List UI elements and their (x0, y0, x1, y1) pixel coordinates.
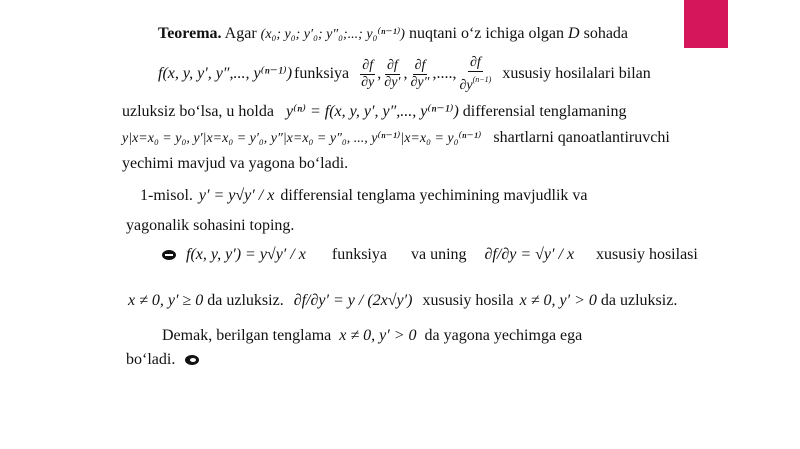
ode-expr: y⁽ⁿ⁾ = f(x, y, y′, y″,..., y⁽ⁿ⁻¹⁾) (285, 103, 459, 120)
solution-line-2 (128, 282, 677, 320)
partial-y-second: $\frac{\partial f}{\partial y''}$ (410, 57, 430, 90)
solution-word-3: xususiy hosilasi (596, 246, 698, 263)
solution-partial-y-prime: ∂f/∂y′ = y / (2x√y′) (293, 292, 413, 309)
conclusion-text-1: Demak, berilgan tenglama (162, 327, 332, 344)
conclusion-text-3: bo‘ladi. (126, 351, 176, 368)
initial-conditions: y|x=x₀ = y₀, y′|x=x₀ = y′₀, y″|x=x₀ = y″₀, ..., y⁽ⁿ⁻¹⁾|x=x₀ = y₀⁽ⁿ⁻¹⁾ (122, 131, 482, 146)
solution-word-5: xususiy hosila (422, 292, 514, 309)
initial-point: (x₀; y₀; y′₀; y″₀;...; y₀⁽ⁿ⁻¹⁾) (260, 27, 405, 42)
condition-3: x ≠ 0, y′ > 0 (339, 327, 417, 344)
partial-y: $\frac{\partial f}{\partial y}$ (361, 57, 375, 90)
theorem-text-5: yechimi mavjud va yagona bo‘ladi. (122, 155, 349, 172)
conclusion-text-2: da yagona yechimga ega (424, 327, 583, 344)
theorem-text-4: shartlarni qanoatlantiruvchi (493, 129, 670, 146)
example-text-2: yagonalik sohasini toping. (126, 217, 295, 234)
example-text-1: differensial tenglama yechimining mavjudlik va (280, 187, 588, 204)
solution-word-2: va uning (410, 246, 467, 263)
partial-y-prime: $\frac{\partial f}{\partial y'}$ (384, 57, 401, 90)
theorem-line-4 (122, 128, 670, 149)
end-of-proof-icon (185, 355, 199, 365)
theorem-text-2: sohada (583, 25, 629, 42)
solution-line-1 (162, 236, 698, 274)
theorem-text-3b: differensial tenglamaning (462, 103, 627, 120)
theorem-text-1: nuqtani o‘z ichiga olgan (408, 25, 565, 42)
conclusion-line-2 (126, 350, 199, 370)
solution-word-6: da uzluksiz. (600, 292, 678, 309)
accent-bar (684, 0, 728, 48)
conclusion-line-1 (162, 326, 582, 346)
theorem-line-3 (122, 102, 626, 122)
example-line-1 (140, 178, 588, 214)
solution-word-1: funksiya (331, 246, 387, 263)
solution-bullet-icon (162, 250, 176, 260)
function-expr: f(x, y, y′, y″,..., y⁽ⁿ⁻¹⁾) (158, 65, 293, 82)
theorem-intro: Agar (224, 25, 257, 42)
partials-text: xususiy hosilalari bilan (502, 65, 651, 82)
example-equation: y′ = y√y′ / x (198, 187, 275, 204)
example-line-2 (126, 216, 294, 236)
condition-1: x ≠ 0, y′ ≥ 0 (128, 292, 204, 309)
example-label: 1-misol. (140, 187, 193, 204)
theorem-text-3a: uzluksiz bo‘lsa, u holda (122, 103, 274, 120)
solution-function: f(x, y, y′) = y√y′ / x (186, 246, 306, 263)
solution-word-4: da uzluksiz. (207, 292, 284, 309)
condition-2: x ≠ 0, y′ > 0 (519, 292, 597, 309)
theorem-line-5 (122, 154, 348, 174)
solution-partial-y: ∂f/∂y = √y′ / x (484, 246, 575, 263)
theorem-title: Teorema. (158, 25, 222, 42)
domain-letter: D (568, 25, 580, 42)
theorem-line-1 (158, 24, 628, 45)
word-funksiya: funksiya (294, 65, 350, 82)
theorem-line-2: f(x, y, y′, y″,..., y⁽ⁿ⁻¹⁾) funksiya $\frac{\partial f}{\partial y}$ , $\frac{\partial f}{\partial y'}$ , $\frac{\partial f}{\partial y''}$ ,...., $\frac{\partial f}{\partial y^{(n-1)}}$ xususiy hosilalari bilan (158, 54, 651, 93)
partial-y-n-1: $\frac{\partial f}{\partial y^{(n-1)}}$ (459, 54, 492, 93)
